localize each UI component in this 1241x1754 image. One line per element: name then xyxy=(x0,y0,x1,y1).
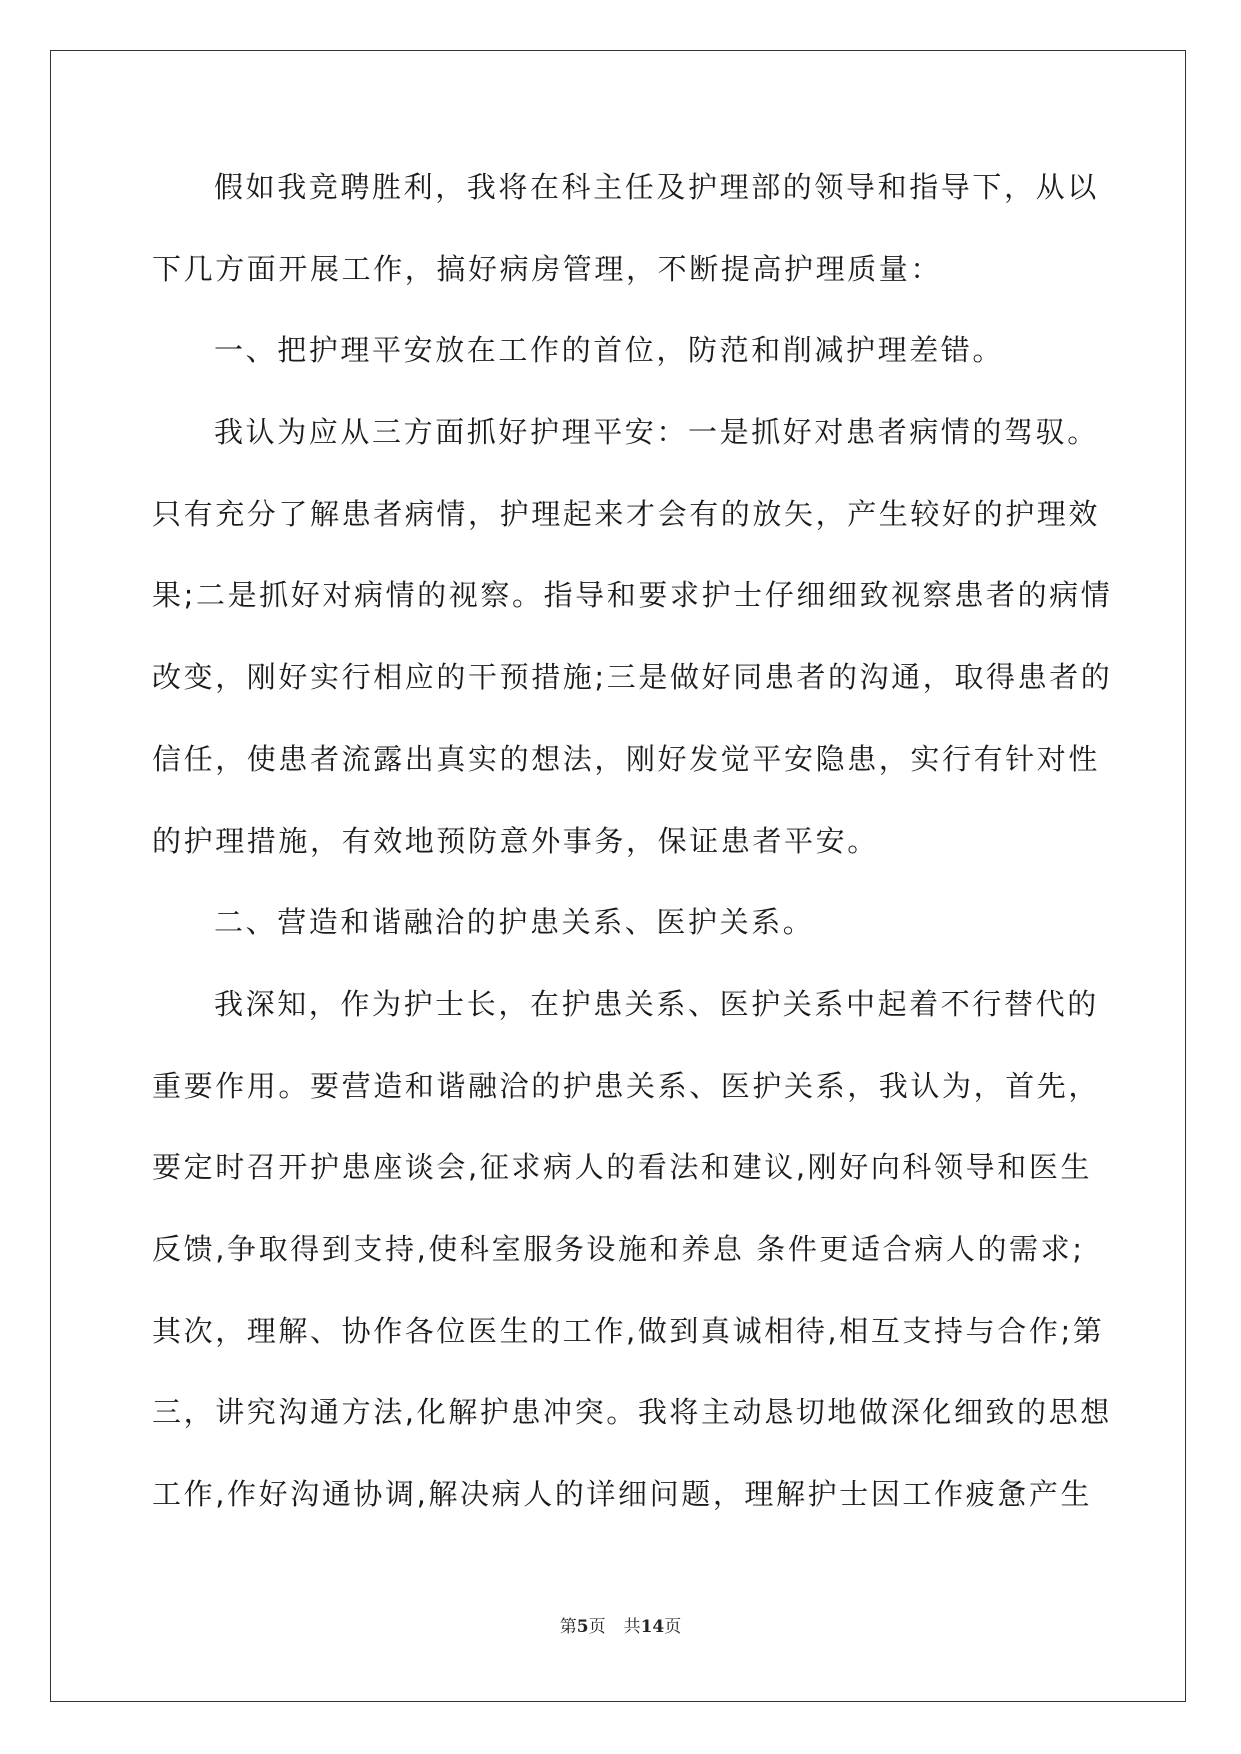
paragraph-line: 只有充分了解患者病情，护理起来才会有的放矢，产生较好的护理效 xyxy=(152,496,1101,531)
page-total xyxy=(624,1617,682,1637)
paragraph-line: 改变，刚好实行相应的干预措施;三是做好同患者的沟通，取得患者的 xyxy=(152,660,1113,695)
page-number xyxy=(560,1617,606,1637)
paragraph-line: 反馈,争取得到支持,使科室服务设施和养息 条件更适合病人的需求; xyxy=(152,1231,1085,1266)
paragraph-line: 果;二是抓好对病情的视察。指导和要求护士仔细细致视察患者的病情 xyxy=(152,578,1113,613)
paragraph-line: 下几方面开展工作，搞好病房管理，不断提高护理质量： xyxy=(152,251,943,286)
paragraph-line: 我深知，作为护士长，在护患关系、医护关系中起着不行替代的 xyxy=(214,986,1099,1021)
page-suffix: 页 xyxy=(588,1617,606,1637)
page-total-number: 14 xyxy=(640,1617,665,1637)
paragraph-line: 我认为应从三方面抓好护理平安：一是抓好对患者病情的驾驭。 xyxy=(214,415,1099,450)
paragraph-line: 三，讲究沟通方法,化解护患冲突。我将主动恳切地做深化细致的思想 xyxy=(152,1395,1112,1430)
paragraph-line: 假如我竞聘胜利，我将在科主任及护理部的领导和指导下，从以 xyxy=(214,170,1099,204)
document-body xyxy=(152,164,1113,1553)
paragraph-line: 重要作用。要营造和谐融洽的护患关系、医护关系，我认为，首先， xyxy=(152,1068,1101,1103)
paragraph-line: 信任，使患者流露出真实的想法，刚好发觉平安隐患，实行有针对性 xyxy=(152,741,1101,776)
paragraph-line: 其次，理解、协作各位医生的工作,做到真诚相待,相互支持与合作;第 xyxy=(152,1313,1105,1348)
page-footer xyxy=(0,1612,1241,1637)
page-prefix: 第 xyxy=(559,1617,577,1637)
section-heading: 二、营造和谐融洽的护患关系、医护关系。 xyxy=(214,905,815,940)
paragraph-line: 工作,作好沟通协调,解决病人的详细问题，理解护士因工作疲惫产生 xyxy=(152,1477,1093,1511)
paragraph-line: 的护理措施，有效地预防意外事务，保证患者平安。 xyxy=(152,823,879,858)
section-heading: 一、把护理平安放在工作的首位，防范和削减护理差错。 xyxy=(214,333,1005,368)
total-prefix: 共 xyxy=(623,1617,641,1637)
paragraph-line: 要定时召开护患座谈会,征求病人的看法和建议,刚好向科领导和医生 xyxy=(152,1150,1093,1185)
total-suffix: 页 xyxy=(664,1617,682,1637)
page-current: 5 xyxy=(576,1617,589,1637)
